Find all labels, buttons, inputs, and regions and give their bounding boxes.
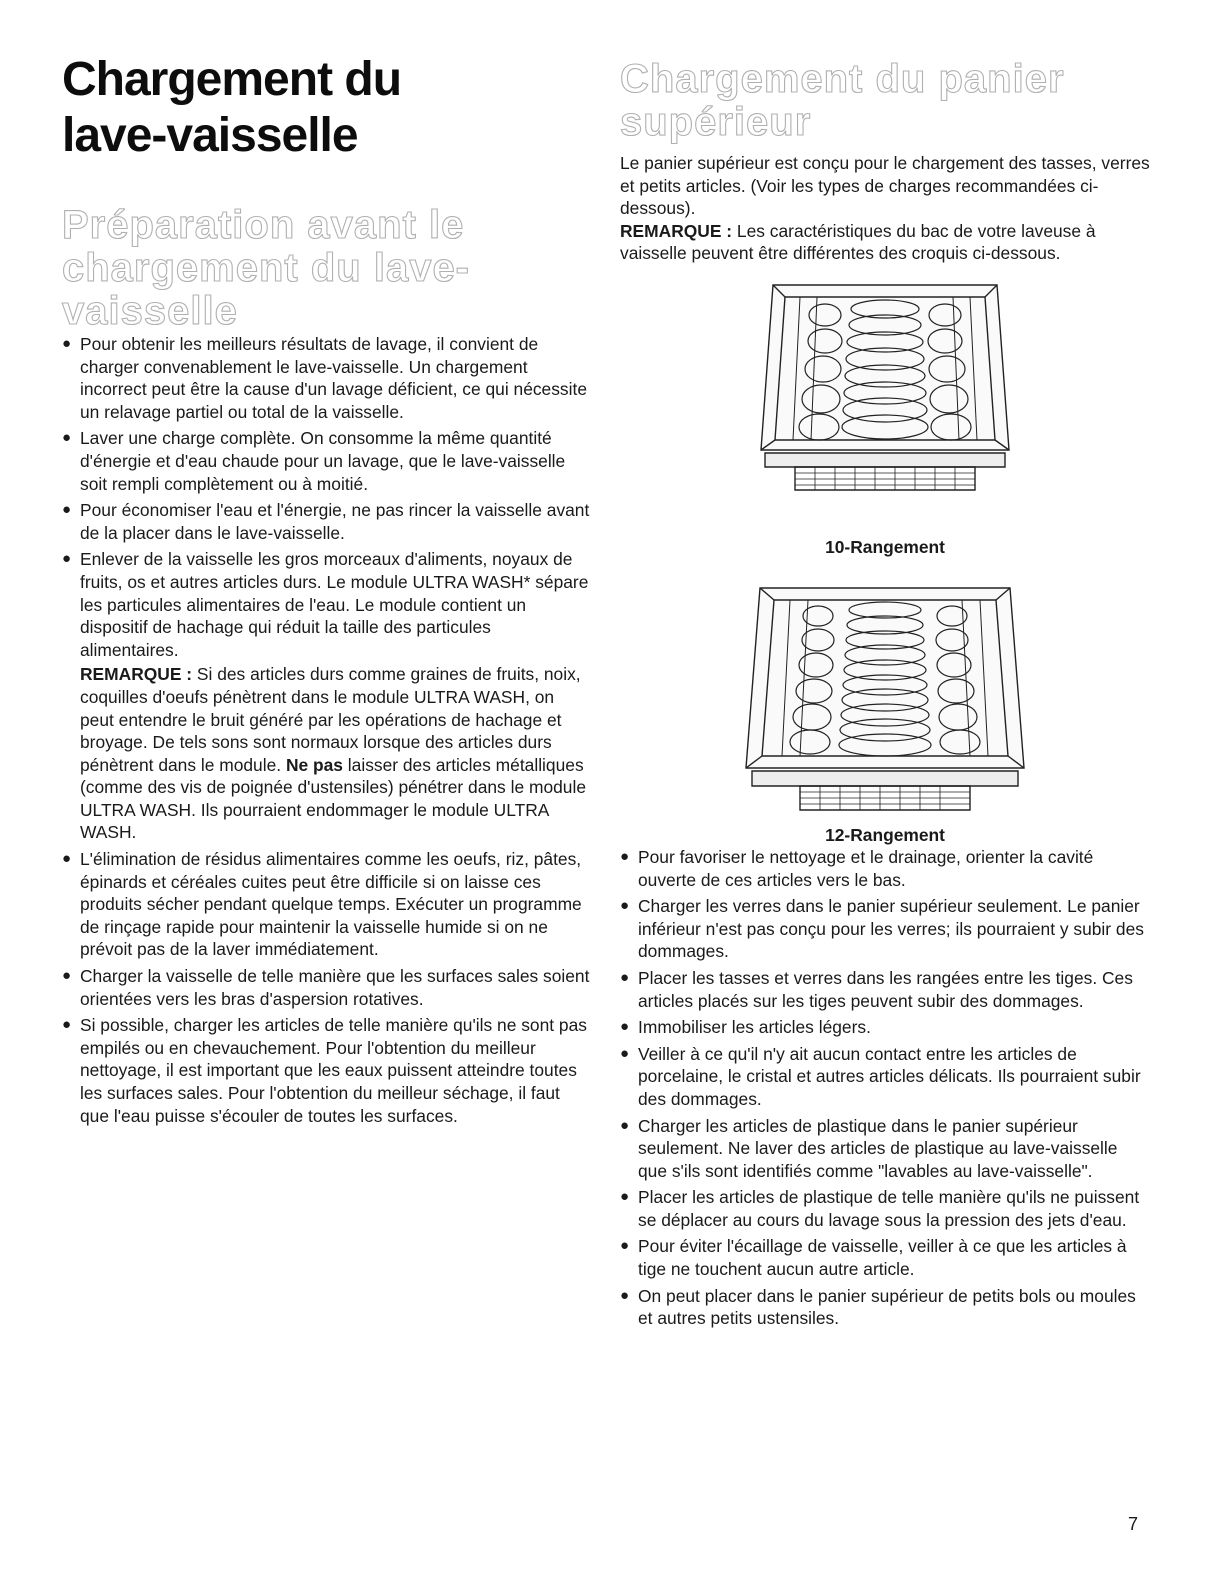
list-item — [62, 965, 592, 1010]
bullet-dot-icon: ● — [620, 1188, 630, 1206]
section-title-line2: chargement du lave- — [62, 246, 471, 290]
list-item — [62, 548, 592, 844]
dishwasher-rack-illustration — [740, 578, 1030, 848]
section-title-line3: vaisselle — [62, 289, 238, 333]
list-item-text: Charger les articles de plastique dans le panier supérieur seulement. Ne laver des articles de plastique au lave-vaisselle que s'ils sont identifiés comme "lavables au lave-vaisselle". — [638, 1115, 1118, 1181]
list-item — [62, 848, 592, 961]
preparation-list — [62, 333, 592, 1127]
bullet-dot-icon: ● — [620, 1018, 630, 1036]
bullet-dot-icon: ● — [62, 550, 72, 568]
list-item — [620, 1235, 1150, 1280]
list-item — [620, 1186, 1150, 1231]
bullet-dot-icon: ● — [620, 1116, 630, 1134]
list-item-text: Pour favoriser le nettoyage et le drainage, orienter la cavité ouverte de ces articles vers le bas. — [638, 846, 1094, 890]
note-text-1: Si des articles durs comme graines de fruits, noix, coquilles d'oeufs pénètrent dans le module ULTRA WASH, on peut entendre le bruit généré par les opérations de hachage et broyage. De tels sons sont normaux lorsque des articles durs pénètrent dans le module. — [80, 664, 581, 775]
list-item-text: Pour éviter l'écaillage de vaisselle, veiller à ce que les articles à tige ne touchent aucun autre article. — [638, 1236, 1127, 1280]
list-item-text: Charger la vaisselle de telle manière que les surfaces sales soient orientées vers les bras d'aspersion rotatives. — [80, 966, 590, 1009]
dishwasher-rack-illustration — [755, 275, 1015, 530]
intro-text: Le panier supérieur est conçu pour le chargement des tasses, verres et petits articles. (Voir les types de charges recommandées ci-dessous). — [620, 153, 1150, 219]
list-item-text: L'élimination de résidus alimentaires comme les oeufs, riz, pâtes, épinards et céréales cuites peut être difficile si on laisse ces produits sécher pendant quelque temps. Exécuter un programme de rinçage rapide pour maintenir la vaisselle humide si on ne prévoit pas de la laver immédiatement. — [80, 849, 582, 960]
main-title-line2: lave-vaisselle — [62, 109, 358, 162]
list-item-text: On peut placer dans le panier supérieur de petits bols ou moules et autres petits ustensiles. — [638, 1285, 1136, 1329]
bullet-dot-icon: ● — [62, 850, 72, 868]
list-item-text: Pour économiser l'eau et l'énergie, ne pas rincer la vaisselle avant de la placer dans le lave-vaisselle. — [80, 500, 590, 543]
right-column — [620, 58, 1150, 1334]
bullet-dot-icon: ● — [620, 968, 630, 986]
section-title-upper-rack — [620, 58, 1150, 144]
figure-10-place — [620, 275, 1150, 558]
section-title-line1: Chargement du panier — [620, 57, 1065, 101]
list-item — [620, 967, 1150, 1012]
left-column — [62, 52, 592, 1131]
list-item-text: Charger les verres dans le panier supérieur seulement. Le panier inférieur n'est pas conçu pour les verres; ils pourraient y subir des dommages. — [638, 896, 1144, 962]
list-item — [620, 1016, 1150, 1039]
figure-caption: 10-Rangement — [825, 536, 945, 557]
section-title-line2: supérieur — [620, 100, 812, 144]
list-item-text: Veiller à ce qu'il n'y ait aucun contact entre les articles de porcelaine, le cristal et autres articles délicats. Ils pourraient subir des dommages. — [638, 1043, 1141, 1109]
section-title-preparation — [62, 204, 592, 333]
bullet-dot-icon: ● — [620, 1044, 630, 1062]
bullet-dot-icon: ● — [620, 897, 630, 915]
list-item — [620, 846, 1150, 891]
list-item — [62, 499, 592, 544]
section-title-line1: Préparation avant le — [62, 203, 465, 247]
bullet-dot-icon: ● — [620, 1286, 630, 1304]
main-title-line1: Chargement du — [62, 53, 402, 106]
note-paragraph — [80, 663, 592, 844]
bullet-dot-icon: ● — [62, 335, 72, 352]
note-emphasis: Ne pas — [285, 754, 343, 775]
figure-12-place — [620, 578, 1150, 846]
bullet-dot-icon: ● — [62, 967, 72, 985]
figure-caption: 12-Rangement — [825, 824, 945, 845]
upper-rack-list — [620, 846, 1150, 1330]
list-item — [620, 1285, 1150, 1330]
main-title — [62, 52, 592, 164]
list-item — [62, 1014, 592, 1127]
list-item-text: Si possible, charger les articles de telle manière qu'ils ne sont pas empilés ou en chevauchement. Pour l'obtention du meilleur nettoyage, il est important que les eaux puissent atteindre toutes les surfaces sales. Pour l'obtention du meilleur séchage, il faut que l'eau puisse s'écouler de toutes les surfaces. — [80, 1015, 587, 1126]
bullet-dot-icon: ● — [62, 1016, 72, 1034]
list-item — [620, 895, 1150, 963]
note-label: REMARQUE : — [620, 220, 733, 241]
note-label: REMARQUE : — [80, 664, 193, 685]
list-item-text: Laver une charge complète. On consomme la même quantité d'énergie et d'eau chaude pour un lavage, que le lave-vaisselle soit rempli complètement ou à moitié. — [80, 428, 566, 494]
bullet-dot-icon: ● — [620, 847, 630, 865]
list-item — [620, 1115, 1150, 1183]
bullet-dot-icon: ● — [62, 501, 72, 519]
list-item — [62, 333, 592, 423]
list-item — [620, 1043, 1150, 1111]
intro-paragraph — [620, 152, 1150, 265]
list-item — [62, 427, 592, 495]
list-item-text: Placer les articles de plastique de telle manière qu'ils ne puissent se déplacer au cours du lavage sous la pression des jets d'eau. — [638, 1187, 1140, 1230]
list-item-text: Immobiliser les articles légers. — [638, 1017, 871, 1038]
bullet-dot-icon: ● — [62, 429, 72, 447]
bullet-dot-icon: ● — [620, 1237, 630, 1255]
list-item-text: Pour obtenir les meilleurs résultats de lavage, il convient de charger convenablement le lave-vaisselle. Un chargement incorrect peut être la cause d'un lavage déficient, ce qui nécessite un relavage partiel ou total de la vaisselle. — [80, 334, 587, 422]
note-text: Les caractéristiques du bac de votre laveuse à vaisselle peuvent être différentes des croquis ci-dessous. — [620, 220, 1096, 264]
list-item-text: Placer les tasses et verres dans les rangées entre les tiges. Ces articles placés sur les tiges peuvent subir des dommages. — [638, 967, 1133, 1011]
note-text-2: laisser des articles métalliques (comme des vis de poignée d'ustensiles) pénétrer dans le module ULTRA WASH. Ils pourraient endommager le module ULTRA WASH. — [80, 754, 586, 843]
page-number: 7 — [1128, 1514, 1139, 1534]
list-item-text: Enlever de la vaisselle les gros morceaux d'aliments, noyaux de fruits, os et autres articles durs. Le module ULTRA WASH* sépare les particules alimentaires de l'eau. Le module contient un dispositif de hachage qui réduit la taille des particules alimentaires. — [80, 549, 589, 660]
